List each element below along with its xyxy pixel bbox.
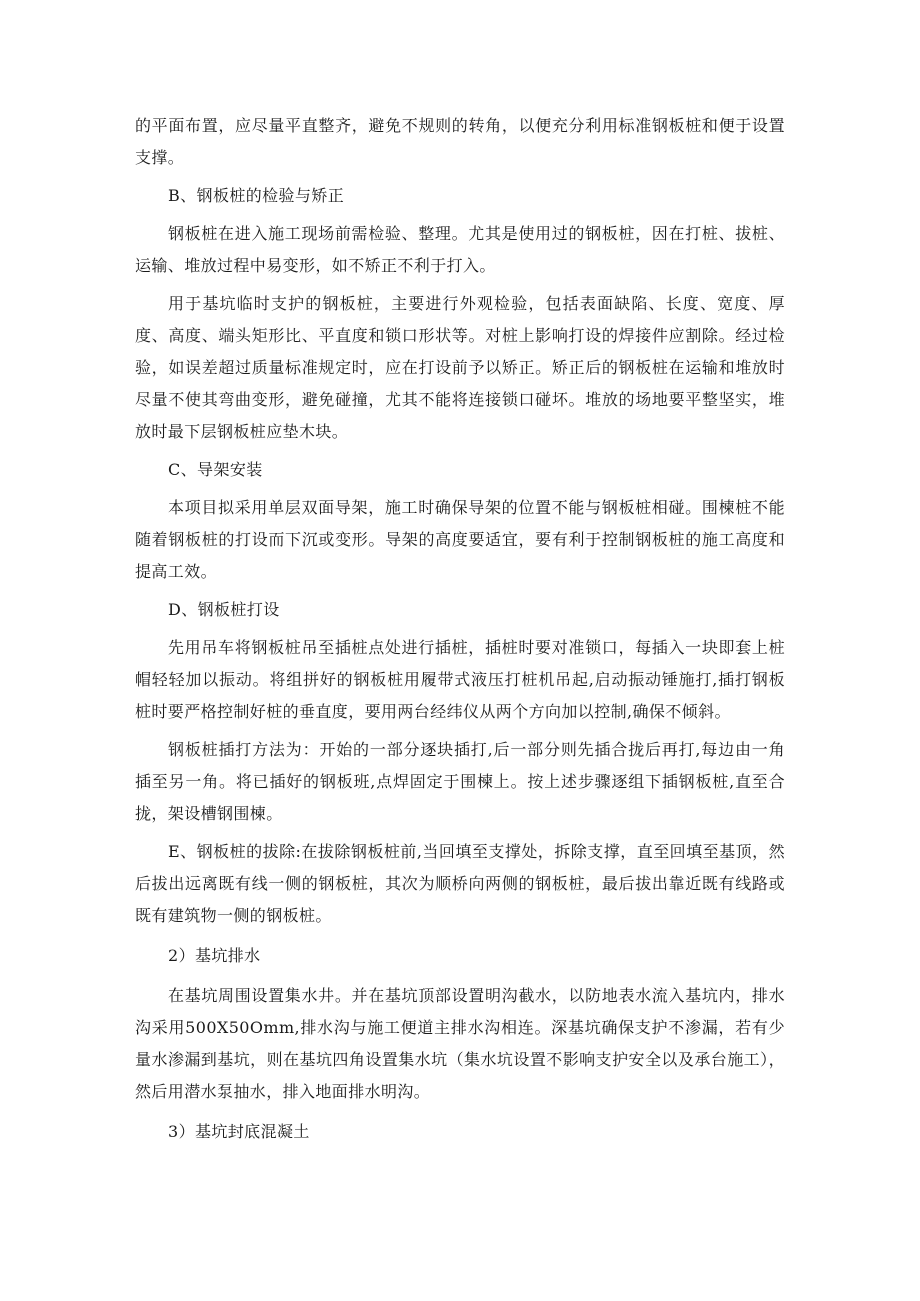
paragraph-pile-removal: E、钢板桩的拔除:在拔除钢板桩前,当回填至支撑处，拆除支撑，直至回填至基顶，然后拔出远离既有线一侧的钢板桩，其次为顺桥向两侧的钢板桩，最后拔出靠近既有线路或既有建筑物一侧的钢板桩。	[135, 842, 785, 925]
paragraph-pit-drainage: 在基坑周围设置集水井。并在基坑顶部设置明沟截水，以防地表水流入基坑内，排水沟采用500X50Omm,排水沟与施工便道主排水沟相连。深基坑确保支护不渗漏，若有少量水渗漏到基坑，则在基坑四角设置集水坑（集水坑设置不影响支护安全以及承台施工），然后用潜水泵抽水，排入地面排水明沟。	[135, 986, 785, 1101]
paragraph-pile-driving: 先用吊车将钢板桩吊至插桩点处进行插桩，插桩时要对准锁口，每插入一块即套上桩帽轻轻加以振动。将组拼好的钢板桩用履带式液压打桩机吊起,启动振动锤施打,插打钢板桩时要严格控制好桩的垂直度，要用两台经纬仪从两个方向加以控制,确保不倾斜。	[135, 638, 785, 721]
document-page	[135, 110, 785, 1148]
heading-inspection-correction: B、钢板桩的检验与矫正	[168, 186, 345, 205]
paragraph-inspection-intro: 钢板桩在进入施工现场前需检验、整理。尤其是使用过的钢板桩，因在打桩、拔桩、运输、堆放过程中易变形，如不矫正不利于打入。	[135, 224, 785, 275]
paragraph-guide-frame: 本项目拟采用单层双面导架，施工时确保导架的位置不能与钢板桩相碰。围楝桩不能随着钢板桩的打设而下沉或变形。导架的高度要适宜，要有利于控制钢板桩的施工高度和提高工效。	[135, 498, 785, 581]
paragraph-driving-method: 钢板桩插打方法为：开始的一部分逐块插打,后一部分则先插合拢后再打,每边由一角插至另一角。将已插好的钢板班,点焊固定于围楝上。按上述步骤逐组下插钢板桩,直至合拢，架设槽钢围楝。	[135, 740, 785, 823]
paragraph-inspection-details: 用于基坑临时支护的钢板桩，主要进行外观检验，包括表面缺陷、长度、宽度、厚度、高度、端头矩形比、平直度和锁口形状等。对桩上影响打设的焊接件应割除。经过检验，如误差超过质量标准规定时，应在打设前予以矫正。矫正后的钢板桩在运输和堆放时尽量不使其弯曲变形，避免碰撞，尤其不能将连接锁口碰坏。堆放的场地要平整坚实，堆放时最下层钢板桩应垫木块。	[135, 294, 785, 441]
heading-pit-drainage: 2）基坑排水	[168, 946, 261, 965]
heading-guide-frame: C、导架安装	[168, 460, 263, 479]
heading-bottom-sealing-concrete: 3）基坑封底混凝土	[168, 1122, 310, 1141]
paragraph-layout-continuation: 的平面布置，应尽量平直整齐，避免不规则的转角，以便充分利用标准钢板桩和便于设置支撑。	[135, 116, 785, 167]
heading-pile-driving: D、钢板桩打设	[168, 600, 280, 619]
